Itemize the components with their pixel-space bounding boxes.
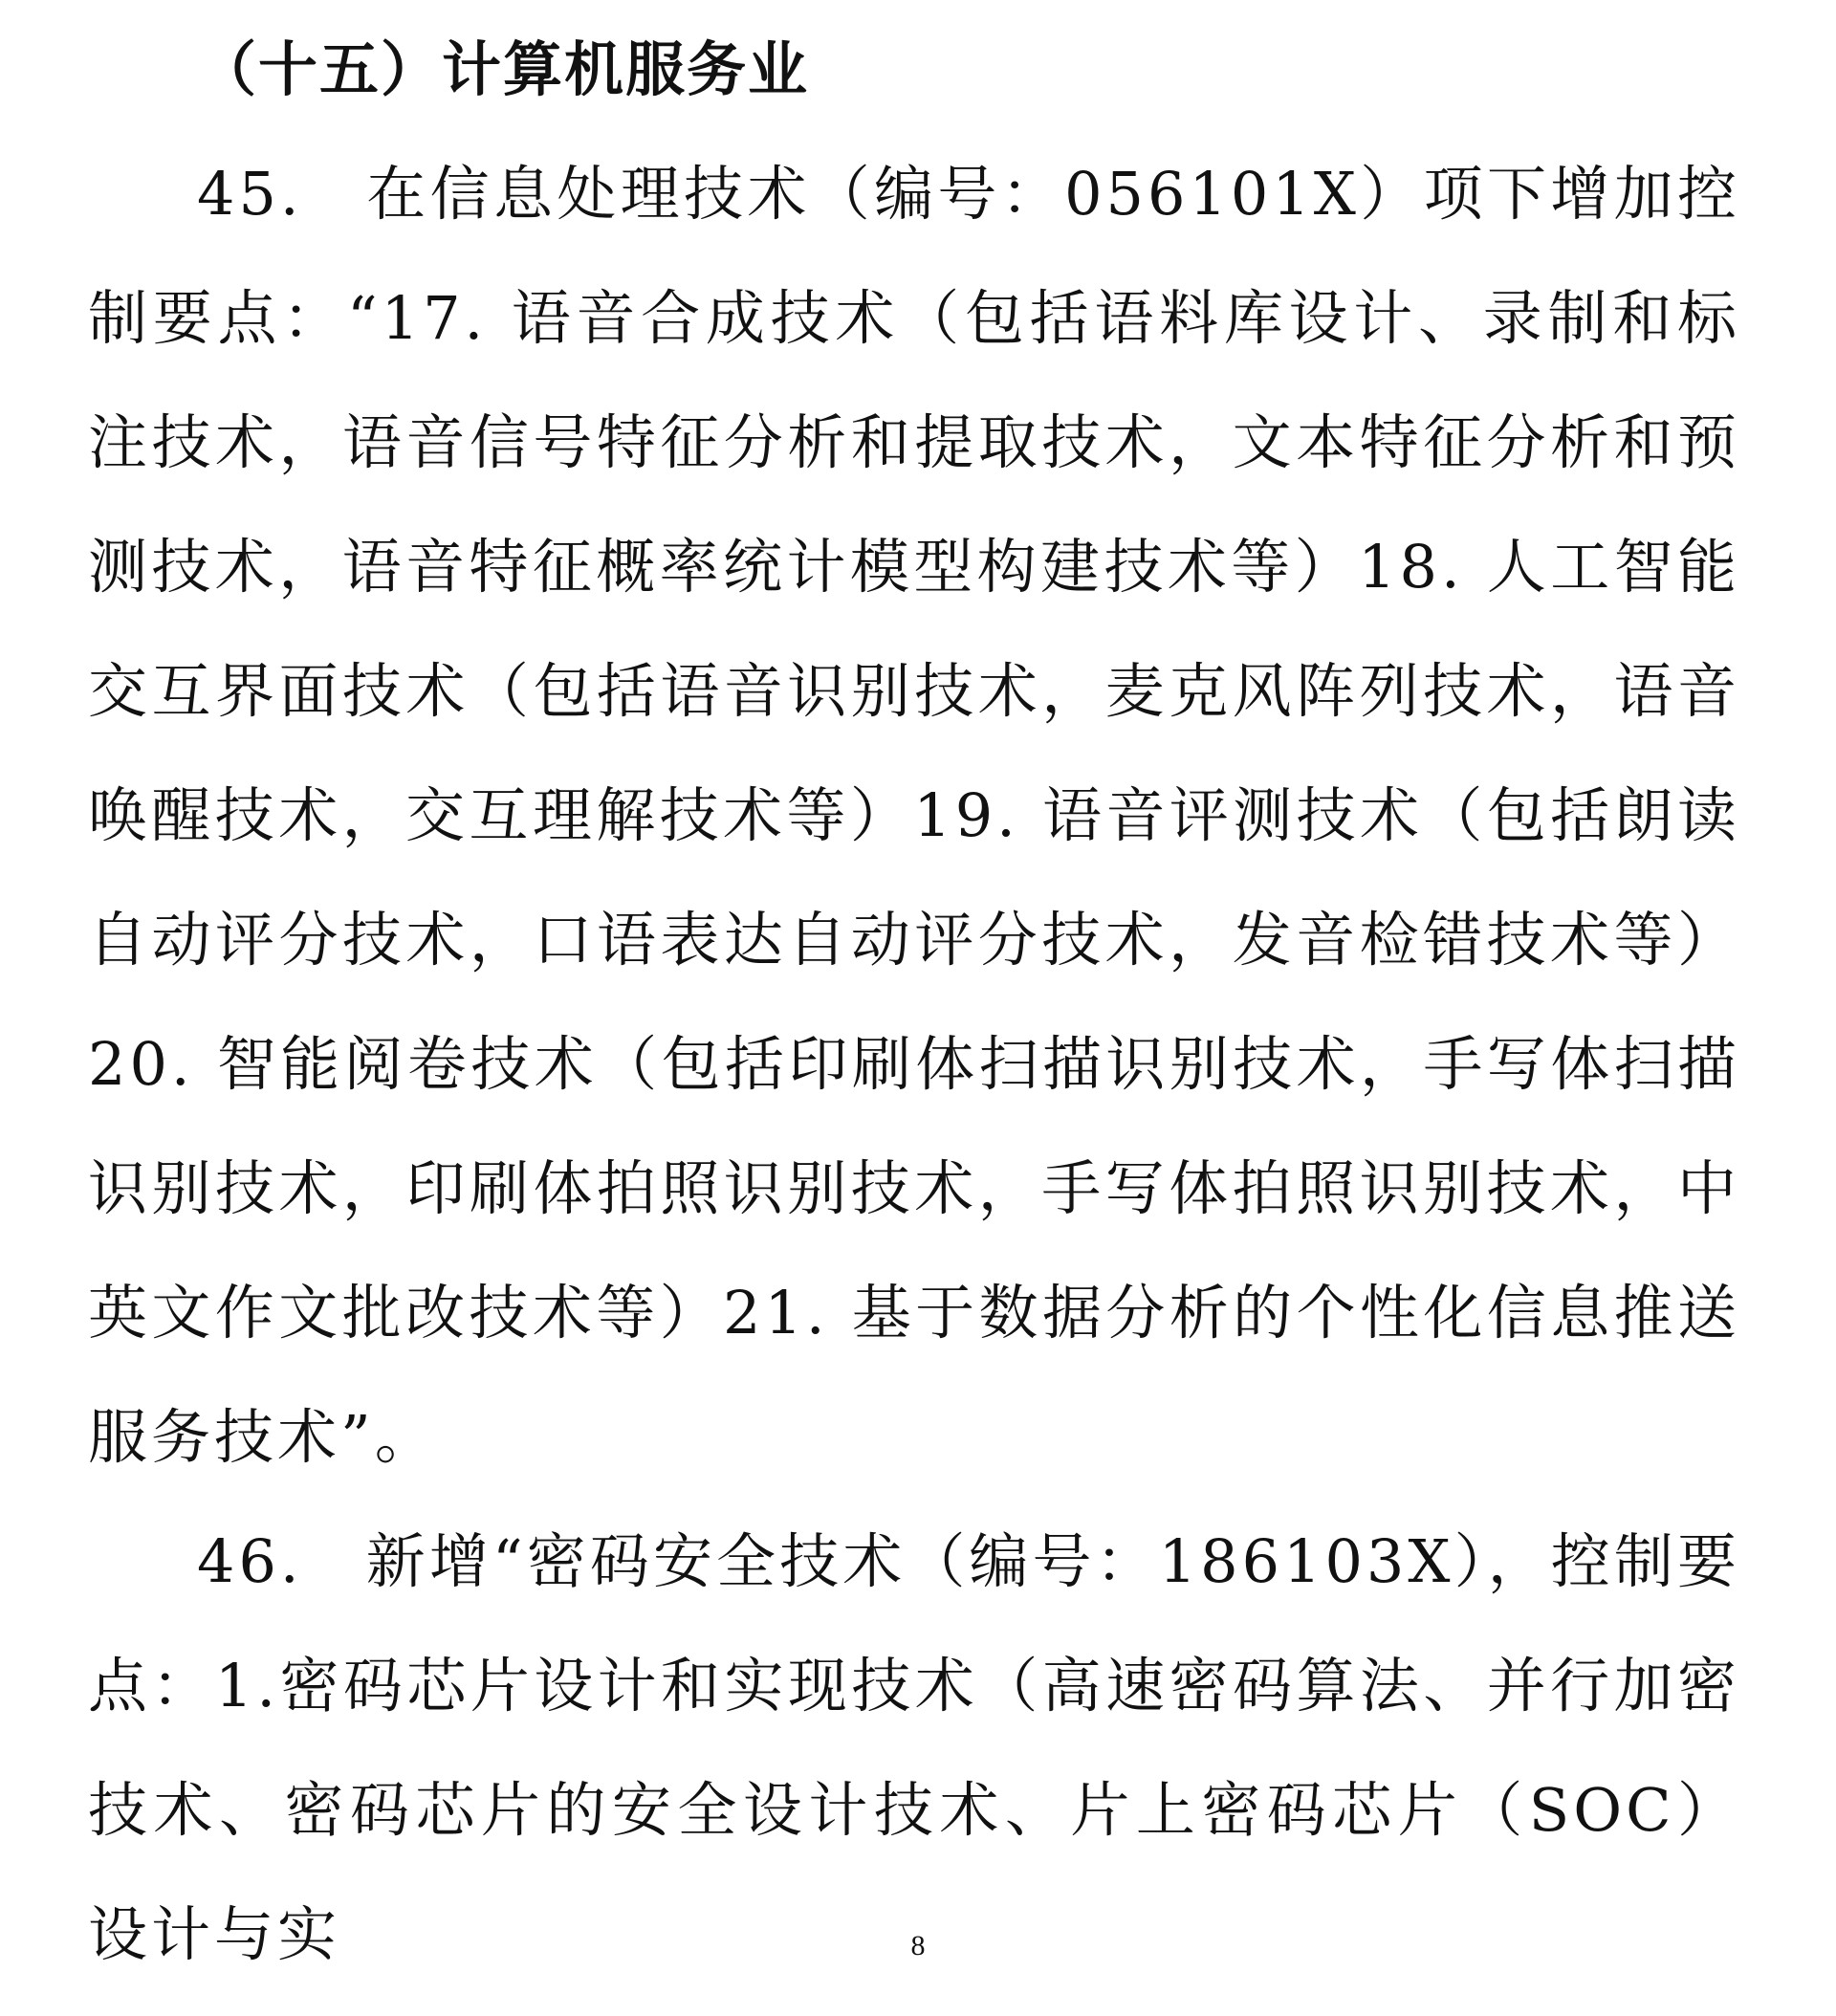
paragraph-item-46: 46. 新增“密码安全技术（编号：186103X），控制要点：1.密码芯片设计和实现技术（高速密码算法、并行加密技术、密码芯片的安全设计技术、片上密码芯片（SOC）设计与实: [88, 1526, 1740, 1969]
page-number: 8: [910, 1930, 926, 1961]
document-body: [88, 8, 1740, 1997]
section-heading: （十五）计算机服务业: [197, 34, 810, 104]
paragraph-item-45: 45. 在信息处理技术（编号：056101X）项下增加控制要点：“17. 语音合成技术（包括语料库设计、录制和标注技术，语音信号特征分析和提取技术，文本特征分析和预测技术，语音特征概率统计模型构建技术等）18. 人工智能交互界面技术（包括语音识别技术，麦克风阵列技术，语音唤醒技术，交互理解技术等）19. 语音评测技术（包括朗读自动评分技术，口语表达自动评分技术，发音检错技术等）20. 智能阅卷技术（包括印刷体扫描识别技术，手写体扫描识别技术，印刷体拍照识别技术，手写体拍照识别技术，中英文作文批改技术等）21. 基于数据分析的个性化信息推送服务技术”。: [88, 159, 1740, 1472]
